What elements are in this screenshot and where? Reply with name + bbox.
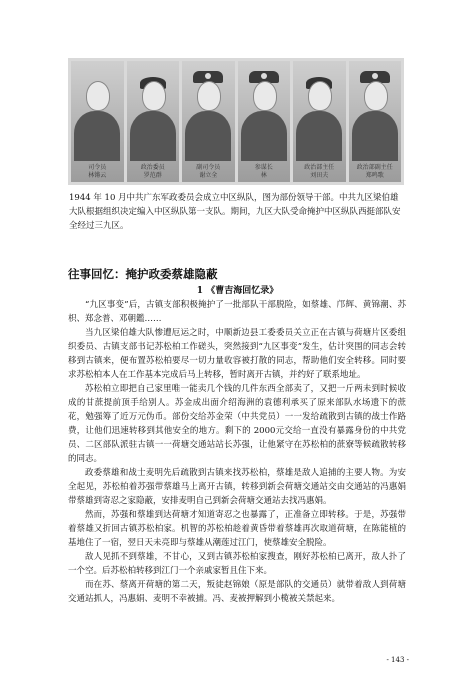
- paragraph: “九区事变”后，古镇支部积极掩护了一批部队干部脱险，如蔡雄、邝辉、黄锦潮、苏枳、郑念普、邓朝鑑……: [68, 300, 406, 324]
- portrait-caption: [293, 164, 346, 180]
- page-number: - 143 -: [386, 656, 409, 664]
- photo-caption: 1944 年 10 月中共广东军政委员会成立中区纵队，图为部份领导干部。中共九区梁伯雄大队根据组织决定编入中区纵队第一支队。期间，九区大队受命掩护中区纵队西挺部队安全经过三九区。: [69, 193, 401, 231]
- leader-portrait: [238, 61, 291, 182]
- portrait-role: 司令员: [88, 164, 107, 171]
- portrait-caption: [71, 164, 124, 180]
- paragraph: 苏松柏立即把自己家里唯一能卖几个钱的几件东西全部卖了，又把一斤两未到时候收成的甘蔗提前顶手给别人。苏金成出面介绍海洲的袁德利承买了原来部队水场遗下的蔗花，勉强筹了近万元伪币。部份交给苏金荣（中共党员）一一发给疏散到古镇的战士作路费，让他们迅速转移到其他安全的地方。剩下的 2000元交给一直没有暴露身份的中共党员、二区部队派驻古镇一一荷塘交通站站长苏强，让他紧守在苏松柏的蔗寮等候疏散转移的同志。: [68, 384, 406, 464]
- portrait-caption: [238, 164, 291, 180]
- portrait-name: 林锵云: [88, 172, 107, 179]
- leader-portrait: [127, 61, 180, 182]
- paragraph: 政委蔡雄和战士麦明先后疏散到古镇来找苏松柏，蔡雄是敌人追捕的主要人物。为安全起见，苏松柏着苏强带蔡雄马上离开古镇，转移到新会荷塘交通站交由交通站的冯惠娟带蔡雄到寄忍之家隐蔽，安排麦明自己到新会荷塘交通站去找冯惠娟。: [68, 468, 406, 506]
- portrait-caption: [349, 164, 402, 180]
- paragraph: 敌人见抓不到蔡雄，不甘心，又到古镇苏松柏家搜查，刚好苏松柏已离开，敌人扑了一个空。后苏松柏转移到江门一个亲戚家暂且住下来。: [68, 552, 406, 576]
- portrait-name: 林: [260, 172, 267, 179]
- portrait-role: 政治部副主任: [356, 164, 393, 171]
- paragraph: 当九区梁伯雄大队惨遭厄运之时，中顺新边县工委委员关立正在古镇与荷塘片区委组织委员、古镇支部书记苏松柏工作磋头，突然接到“九区事变”发生，估计突围的同志会转移到古镇来，便布置苏松柏要尽一切力量收容被打散的同志，帮助他们安全转移。同时要求苏松柏本人在工作基本完成后马上转移，暂时离开古镇，并约好了联系地址。: [68, 328, 406, 380]
- portrait-caption: [182, 164, 235, 180]
- source-title: 1 《曹吉海回忆录》: [196, 286, 279, 296]
- body-shape: [241, 111, 287, 161]
- portrait-role: 副司令员: [196, 164, 221, 171]
- face-shape: [86, 81, 110, 111]
- leader-portrait: [349, 61, 402, 182]
- portrait-name: 郑鸣歌: [365, 172, 384, 179]
- paragraph: 而在苏、蔡离开荷塘的第二天，叛徒赵锦娘（原是部队的交通员）就带着敌人到荷塘交通站抓人，冯惠娟、麦明不幸被捕。冯、麦被押解到小榄被关禁起来。: [68, 580, 406, 604]
- portrait-caption: [127, 164, 180, 180]
- face-shape: [197, 81, 221, 111]
- body-shape: [185, 111, 231, 161]
- body-shape: [74, 111, 120, 161]
- body-shape: [130, 111, 176, 161]
- face-shape: [308, 81, 332, 111]
- cap-star-icon: [205, 73, 211, 79]
- cap-star-icon: [372, 73, 378, 79]
- portrait-name: 罗范群: [143, 172, 162, 179]
- memoir-text: [68, 298, 406, 606]
- cap-star-icon: [261, 73, 267, 79]
- portrait-name: 谢立全: [199, 172, 218, 179]
- portrait-role: 参谋长: [254, 164, 273, 171]
- leader-portrait: [293, 61, 346, 182]
- portrait-name: 刘田夫: [310, 172, 329, 179]
- face-shape: [364, 81, 388, 111]
- body-shape: [352, 111, 398, 161]
- leader-portrait: [71, 61, 124, 182]
- leader-portrait: [182, 61, 235, 182]
- body-shape: [296, 111, 342, 161]
- section-title: 往事回忆：掩护政委蔡雄隐蔽: [68, 267, 218, 281]
- portrait-role: 政治委员: [140, 164, 165, 171]
- face-shape: [142, 81, 166, 111]
- leaders-photo-strip: [68, 58, 404, 185]
- face-shape: [253, 81, 277, 111]
- paragraph: 然而，苏强和蔡雄到达荷塘才知道寄忍之也暴露了，正准备立即转移。于是，苏强带着蔡雄又折回古镇苏松柏家。机智的苏松柏趁着黄昏带着蔡雄再次取道荷塘，在陈能植的基地住了一宿，翌日天未亮即与蔡雄从潮莲过江门，使蔡雄安全脱险。: [68, 510, 406, 548]
- portrait-role: 政治部主任: [304, 164, 335, 171]
